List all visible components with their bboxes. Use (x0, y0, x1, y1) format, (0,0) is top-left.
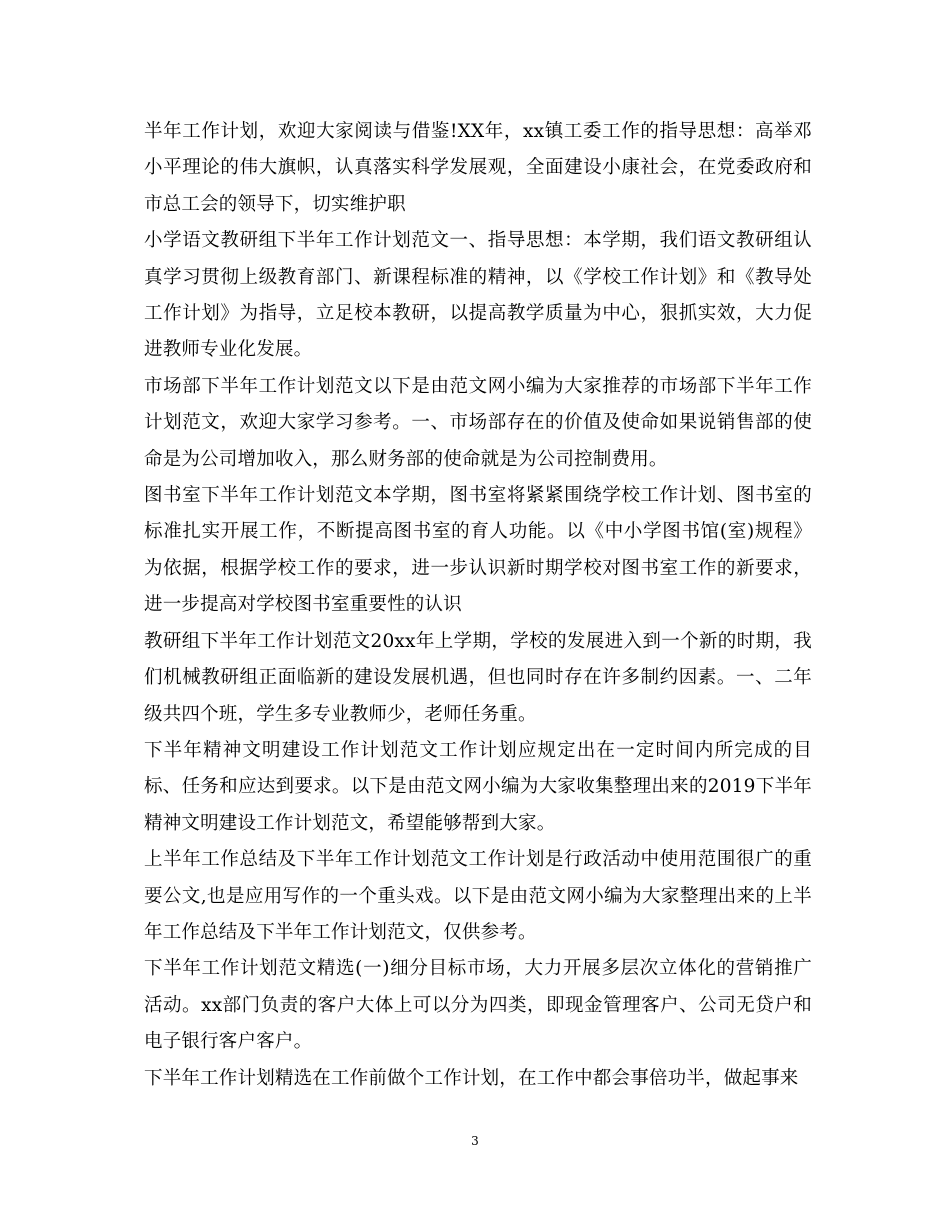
paragraph-1: 半年工作计划，欢迎大家阅读与借鉴!XX年，xx镇工委工作的指导思想：高举邓小平理论的伟大旗帜，认真落实科学发展观，全面建设小康社会，在党委政府和市总工会的领导下，切实维护职 (144, 121, 812, 215)
document-body (144, 114, 812, 1097)
paragraph-6: 下半年精神文明建设工作计划范文工作计划应规定出在一定时间内所完成的目标、任务和应达到要求。以下是由范文网小编为大家收集整理出来的2019下半年精神文明建设工作计划范文，希望能够帮到大家。 (144, 739, 812, 834)
paragraph-4: 图书室下半年工作计划范文本学期，图书室将紧紧围绕学校工作计划、图书室的标准扎实开展工作，不断提高图书室的育人功能。以《中小学图书馆(室)规程》为依据，根据学校工作的要求，进一步认识新时期学校对图书室工作的新要求，进一步提高对学校图书室重要性的认识 (144, 485, 812, 616)
paragraph-7: 上半年工作总结及下半年工作计划范文工作计划是行政活动中使用范围很广的重要公文,也是应用写作的一个重头戏。以下是由范文网小编为大家整理出来的上半年工作总结及下半年工作计划范文，仅供参考。 (144, 849, 812, 943)
page-number: 3 (471, 1134, 479, 1148)
paragraph-3: 市场部下半年工作计划范文以下是由范文网小编为大家推荐的市场部下半年工作计划范文，欢迎大家学习参考。一、市场部存在的价值及使命如果说销售部的使命是为公司增加收入，那么财务部的使命就是为公司控制费用。 (144, 375, 812, 470)
paragraph-5: 教研组下半年工作计划范文20xx年上学期，学校的发展进入到一个新的时期，我们机械教研组正面临新的建设发展机遇，但也同时存在许多制约因素。一、二年级共四个班，学生多专业教师少，老师任务重。 (144, 630, 812, 725)
paragraph-9: 下半年工作计划精选在工作前做个工作计划，在工作中都会事倍功半，做起事来 (144, 1067, 799, 1089)
paragraph-2: 小学语文教研组下半年工作计划范文一、指导思想：本学期，我们语文教研组认真学习贯彻上级教育部门、新课程标准的精神，以《学校工作计划》和《教导处工作计划》为指导，立足校本教研，以提高教学质量为中心，狠抓实效，大力促进教师专业化发展。 (144, 230, 812, 361)
paragraph-8: 下半年工作计划范文精选(一)细分目标市场，大力开展多层次立体化的营销推广活动。xx部门负责的客户大体上可以分为四类，即现金管理客户、公司无贷户和电子银行客户客户。 (144, 958, 812, 1053)
